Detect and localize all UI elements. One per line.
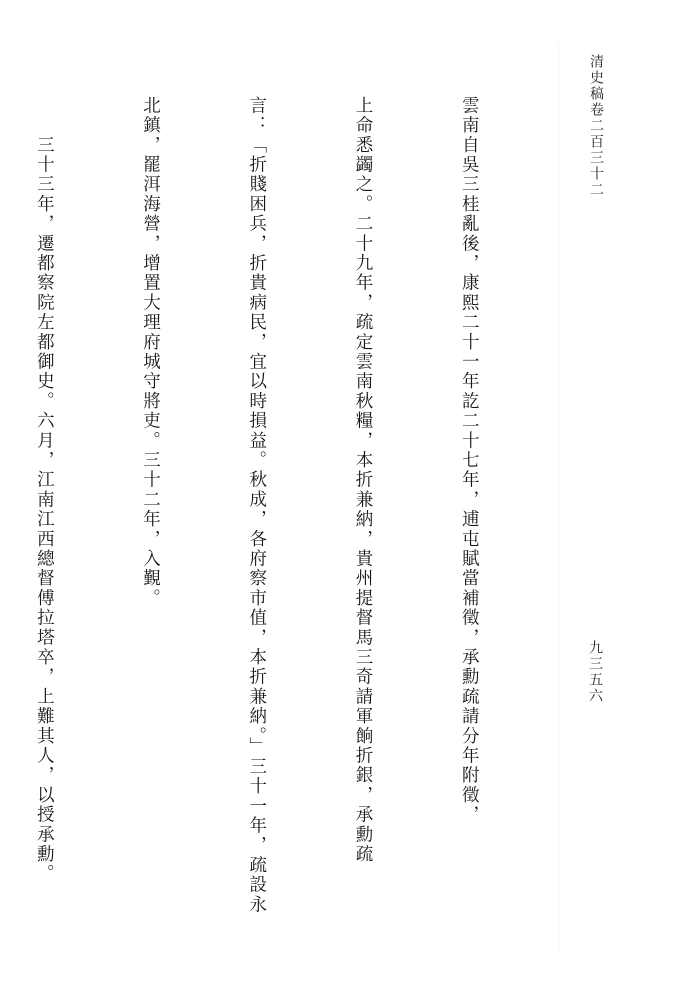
text-line: 北鎮，罷洱海營，增置大理府城守將吏。三十二年，入覲。 (140, 96, 161, 609)
text-line: 上命悉蠲之。二十九年，疏定雲南秋糧，本折兼納，貴州提督馬三奇請軍餉折銀，承勳疏 (352, 96, 373, 865)
running-header-title: 清史稿卷二百三十二 (588, 54, 604, 198)
column-rule (558, 44, 559, 954)
text-line: 言：「折賤困兵，折貴病民，宜以時損益。秋成，各府察市值，本折兼納。」三十一年，疏設永 (246, 96, 267, 915)
page-number: 九三五六 (587, 640, 603, 704)
text-line: 雲南自吳三桂亂後，康熙二十一年訖二十七年，逋屯賦當補徵，承勳疏請分年附徵， (459, 96, 480, 825)
text-line: 三十三年，遷都察院左都御史。六月，江南江西總督傅拉塔卒，上難其人，以授承勳。 (34, 96, 55, 884)
vertical-text-body (0, 96, 557, 946)
